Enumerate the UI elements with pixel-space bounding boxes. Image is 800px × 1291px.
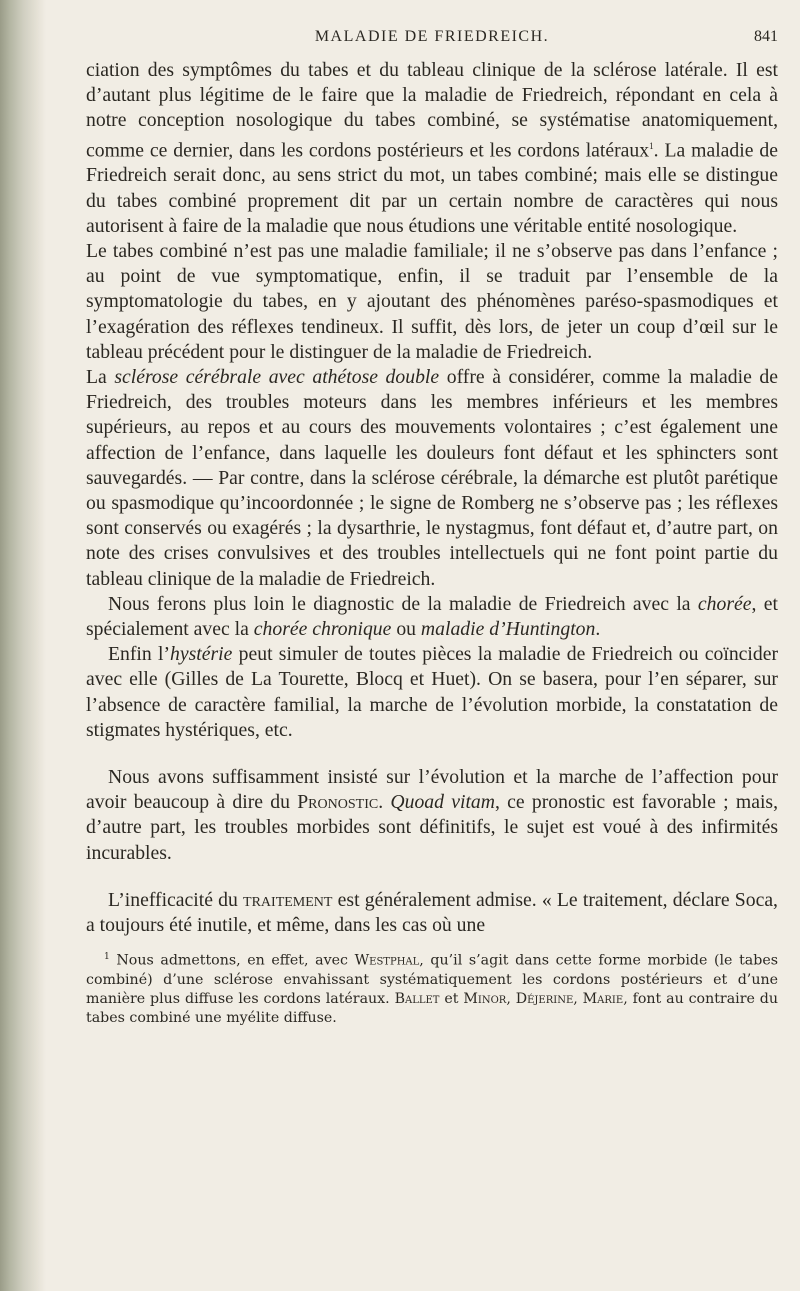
term-quoad-vitam: Quoad vitam: [390, 791, 495, 814]
paragraph-1: ciation des symptômes du tabes et du tableau clinique de la sclérose latérale. Il est d’autant plus légitime de le faire que la maladie de Friedreich, répondant en cela à notre conception nosologique du tabes combiné, se systématise anatomiquement, comme ce dernier, dans les cordons postérieurs et les cordons latéraux$^1$. La maladie de Friedreich serait donc, au sens strict du mot, un tabes combiné; mais elle se distingue du tabes combiné proprement dit par un certain nombre de caractères qui nous autorisent à faire de la maladie que nous étudions une véritable entité nosologique.: [86, 59, 778, 237]
term-choree-chronique: chorée chronique: [253, 618, 392, 641]
term-maladie-huntington: maladie d’Huntington: [420, 618, 596, 641]
authors-minor-dejerine-marie: Minor, Déjerine, Marie: [463, 991, 624, 1007]
body-text: [86, 58, 778, 938]
section-term-pronostic: Pronostic: [297, 791, 379, 814]
page-number: 841: [754, 28, 778, 45]
footnote-reference: 1: [649, 140, 654, 151]
author-ballet: Ballet: [394, 991, 440, 1007]
term-hysterie: hystérie: [170, 643, 233, 666]
book-page: [86, 28, 778, 1028]
running-title: MALADIE DE FRIEDREICH.: [314, 28, 550, 45]
paragraph-2: Le tabes combiné n’est pas une maladie familiale; il ne s’observe pas dans l’enfance ; au point de vue symptomatique, enfin, il se traduit par l’ensemble de la symptomatologie du tabes, en y ajoutant des phénomènes paréso-spasmodiques et l’exagération des réflexes tendineux. Il suffit, dès lors, de jeter un coup d’œil sur le tableau précédent pour le distinguer de la maladie de Friedreich.: [86, 239, 778, 363]
paragraph-6: Nous avons suffisamment insisté sur l’évolution et la marche de l’affection pour avoir beaucoup à dire du Pronostic. Quoad vitam, ce pronostic est favorable ; mais, d’autre part, les troubles morbides sont définitifs, le sujet est voué à des infirmités incurables.: [86, 766, 778, 864]
footnote: [86, 948, 778, 1028]
page-gutter-shadow: [0, 0, 46, 1291]
section-term-traitement: traitement: [243, 888, 333, 911]
running-header: [86, 28, 778, 58]
footnote-marker: 1: [104, 952, 110, 963]
term-choree: chorée: [697, 592, 752, 615]
paragraph-4: Nous ferons plus loin le diagnostic de la maladie de Friedreich avec la chorée, et spécialement avec la chorée chronique ou maladie d’Huntington.: [86, 592, 778, 641]
paragraph-5: Enfin l’hystérie peut simuler de toutes pièces la maladie de Friedreich ou coïncider avec elle (Gilles de La Tourette, Blocq et Huet). On se basera, pour l’en séparer, sur l’absence de caractère familial, la marche de l’évolution morbide, la constatation de stigmates hystériques, etc.: [86, 643, 779, 741]
paragraph-7: L’inefficacité du traitement est généralement admise. « Le traitement, déclare Soca, a toujours été inutile, et même, dans les cas où une: [86, 888, 778, 937]
paragraph-3: La sclérose cérébrale avec athétose double offre à considérer, comme la maladie de Friedreich, des troubles moteurs dans les membres inférieurs et les membres supérieurs, au repos et au cours des mouvements volontaires ; c’est également une affection de l’enfance, dans laquelle les douleurs font défaut et les sphincters sont sauvegardés. — Par contre, dans la sclérose cérébrale, la démarche est plutôt parétique ou spasmodique qu’incoordonnée ; le signe de Romberg ne s’observe pas ; les réflexes sont conservés ou exagérés ; la dysarthrie, le nystagmus, font défaut et, d’autre part, on note des crises convulsives et des troubles intellectuels qui ne font point partie du tableau clinique de la maladie de Friedreich.: [86, 366, 779, 590]
author-westphal: Westphal: [354, 953, 420, 969]
term-sclerose-cerebrale: sclérose cérébrale avec athétose double: [114, 366, 440, 388]
footnote-text: $^1$ Nous admettons, en effet, avec Westphal, qu’il s’agit dans cette forme morbide (le tabes combiné) d’une sclérose envahissant systématiquement les cordons postérieurs et d’une manière plus diffuse les cordons latéraux. Ballet et Minor, Déjerine, Marie, font au contraire du tabes combiné une myélite diffuse.: [86, 952, 778, 1026]
